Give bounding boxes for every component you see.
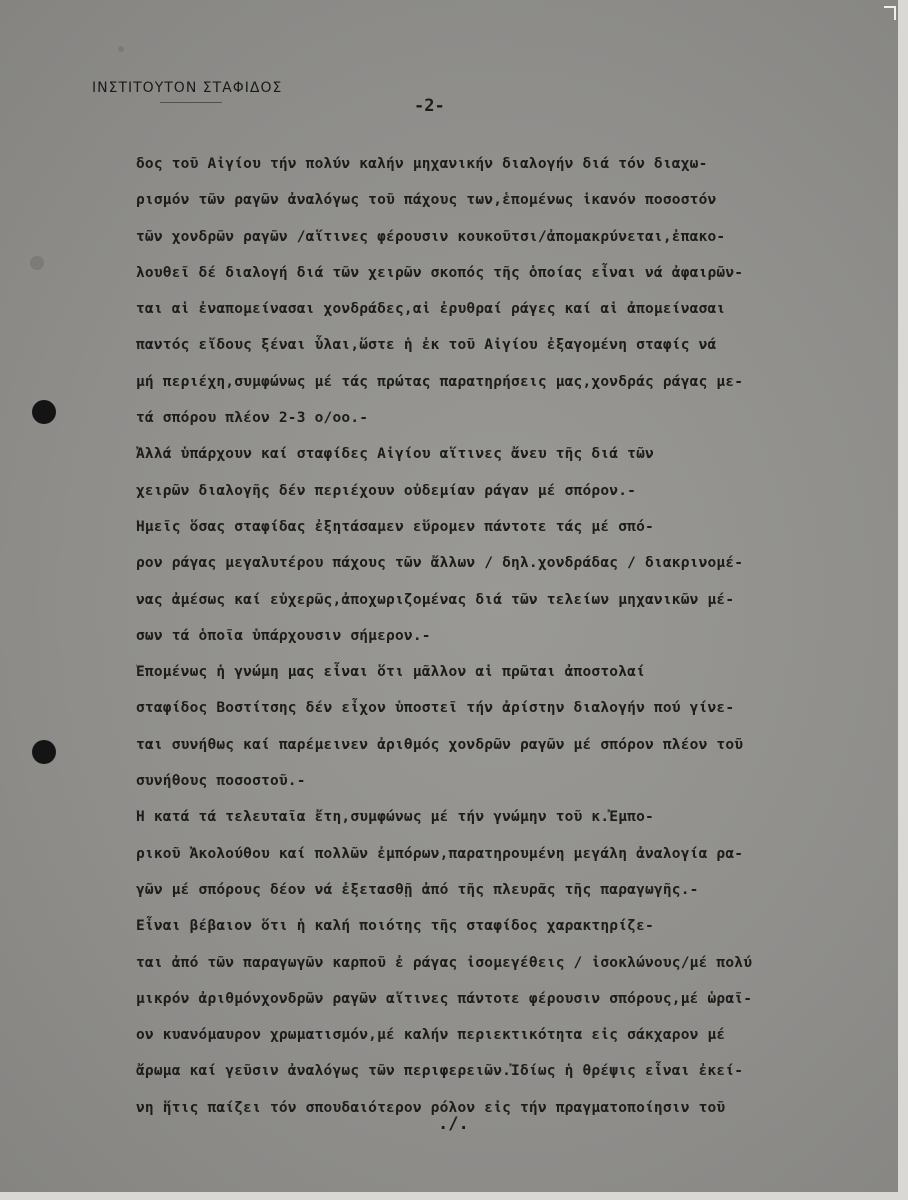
punch-hole — [32, 740, 56, 764]
punch-hole — [32, 400, 56, 424]
header-underline — [160, 102, 222, 103]
text-line: τῶν χονδρῶν ραγῶν /αἵτινες φέρουσιν κουκοῦτσι/ἀπομακρύνεται,ἐπακο- — [136, 228, 726, 245]
text-line: ἄρωμα καί γεῦσιν ἀναλόγως τῶν περιφερειῶν.Ἰδίως ἡ θρέψις εἶναι ἐκεί- — [136, 1063, 744, 1080]
text-line: Ἡ κατά τά τελευταῖα ἔτη,συμφώνως μέ τήν γνώμην τοῦ κ.Ἐμπο- — [136, 809, 654, 826]
text-line: δος τοῦ Αἰγίου τήν πολύν καλήν μηχανικήν διαλογήν διά τόν διαχω- — [136, 156, 708, 172]
text-line: παντός εἴδους ξέναι ὗλαι,ὥστε ἡ ἐκ τοῦ Αἰγίου ἐξαγομένη σταφίς νά — [136, 337, 717, 354]
text-line: χειρῶν διαλογῆς δέν περιέχουν οὐδεμίαν ράγαν μέ σπόρον.- — [136, 482, 637, 499]
continuation-mark: ./. — [438, 1114, 469, 1134]
page-number: -2- — [414, 96, 445, 116]
text-line: σταφίδος Βοστίτσης δέν εἶχον ὑποστεῖ τήν ἀρίστην διαλογήν πού γίνε- — [136, 700, 735, 717]
text-line: σων τά ὁποῖα ὑπάρχουσιν σήμερον.- — [136, 627, 431, 644]
institute-header: ΙΝΣΤΙΤΟΥΤΟΝ ΣΤΑΦΙΔΟΣ — [92, 80, 283, 96]
text-line: τά σπόρου πλέον 2-3 ο/οο.- — [136, 410, 369, 427]
smudge — [118, 46, 124, 52]
scan-border-right — [898, 0, 908, 1200]
text-line: νας ἀμέσως καί εὐχερῶς,ἀποχωριζομένας διά τῶν τελείων μηχανικῶν μέ- — [136, 591, 735, 608]
text-line: γῶν μέ σπόρους δέον νά ἐξετασθῇ ἀπό τῆς πλευρᾶς τῆς παραγωγῆς.- — [136, 881, 699, 898]
smudge — [30, 256, 44, 270]
text-line: ρισμόν τῶν ραγῶν ἀναλόγως τοῦ πάχους των,ἑπομένως ἱκανόν ποσοστόν — [136, 192, 717, 209]
text-line: Εἶναι βέβαιον ὅτι ἡ καλή ποιότης τῆς σταφίδος χαρακτηρίζε- — [136, 918, 654, 935]
text-line: μή περιέχη,συμφώνως μέ τάς πρώτας παρατηρήσεις μας,χονδράς ράγας με- — [136, 373, 744, 390]
text-line: ται ἀπό τῶν παραγωγῶν καρποῦ ἐ ράγας ἰσομεγέθεις / ἰσοκλώνους/μέ πολύ — [136, 954, 753, 971]
text-line: ρον ράγας μεγαλυτέρου πάχους τῶν ἄλλων / δηλ.χονδράδας / διακρινομέ- — [136, 555, 744, 572]
text-line: ον κυανόμαυρον χρωματισμόν,μέ καλήν περιεκτικότητα εἰς σάκχαρον μέ — [136, 1027, 726, 1044]
text-line: ται συνήθως καί παρέμεινεν ἀριθμός χονδρῶν ραγῶν μέ σπόρον πλέον τοῦ — [136, 736, 744, 753]
text-line: Ἀλλά ὑπάρχουν καί σταφίδες Αἰγίου αἵτινες ἄνευ τῆς διά τῶν — [136, 446, 654, 463]
text-line: ρικοῦ Ἀκολούθου καί πολλῶν ἐμπόρων,παρατηρουμένη μεγάλη ἀναλογία ρα- — [136, 845, 744, 862]
text-line: μικρόν ἀριθμόνχονδρῶν ραγῶν αἵτινες πάντοτε φέρουσιν σπόρους,μέ ὡραῖ- — [136, 990, 753, 1007]
text-line: λουθεῖ δέ διαλογή διά τῶν χειρῶν σκοπός τῆς ὁποίας εἶναι νά ἀφαιρῶν- — [136, 264, 744, 281]
corner-mark — [884, 6, 896, 20]
text-line: νη ἥτις παίζει τόν σπουδαιότερον ρόλον εἰς τήν πραγματοποίησιν τοῦ — [136, 1099, 726, 1116]
text-line: Ἡμεῖς ὅσας σταφίδας ἐξητάσαμεν εὕρομεν πάντοτε τάς μέ σπό- — [136, 518, 654, 535]
typed-body-text — [136, 146, 866, 1126]
scan-border-bottom — [0, 1192, 908, 1200]
text-line: Ἑπομένως ἡ γνώμη μας εἶναι ὅτι μᾶλλον αἱ πρῶται ἀποστολαί — [136, 664, 645, 681]
text-line: ται αἱ ἐναπομείνασαι χονδράδες,αἱ ἐρυθραί ράγες καί αἱ ἀπομείνασαι — [136, 301, 726, 318]
text-line: συνήθους ποσοστοῦ.- — [136, 773, 306, 790]
